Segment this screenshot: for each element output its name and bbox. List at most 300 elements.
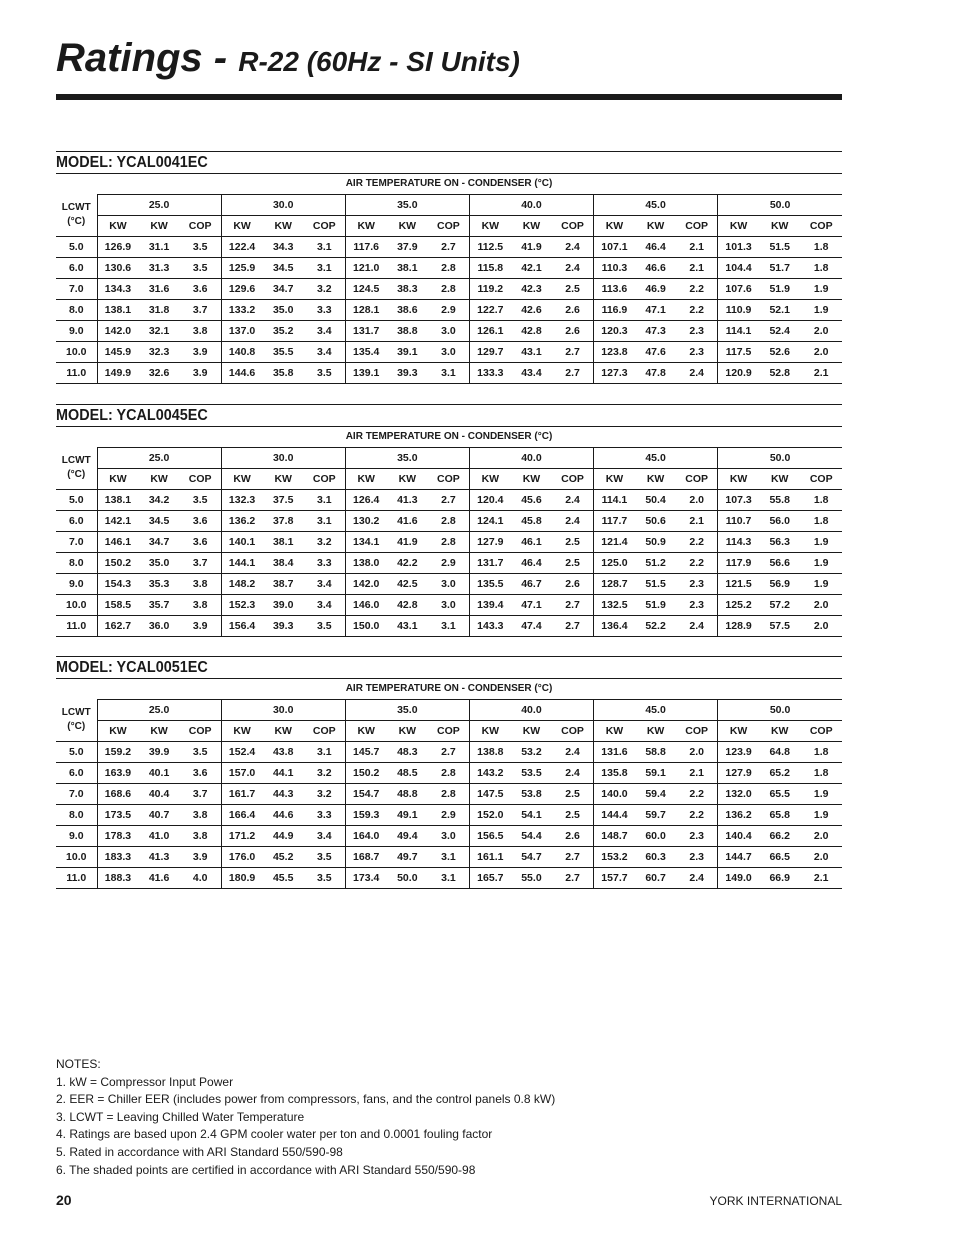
ratings-table [56, 678, 842, 889]
value-cell: 39.3 [263, 616, 304, 637]
value-cell: 65.5 [759, 784, 800, 805]
value-cell: 3.1 [304, 258, 345, 279]
value-cell: 35.5 [263, 342, 304, 363]
table-row [56, 300, 842, 321]
value-cell: 2.7 [552, 342, 593, 363]
value-cell: 48.3 [387, 742, 428, 763]
value-cell: 131.7 [345, 321, 386, 342]
unit-header: KW [759, 216, 800, 237]
value-cell: 2.8 [428, 511, 469, 532]
value-cell: 126.1 [469, 321, 510, 342]
value-cell: 125.2 [718, 595, 759, 616]
value-cell: 117.6 [345, 237, 386, 258]
table-row [56, 595, 842, 616]
value-cell: 3.4 [304, 595, 345, 616]
value-cell: 31.1 [138, 237, 179, 258]
units-row [56, 469, 842, 490]
air-temp-header-row [56, 174, 842, 195]
value-cell: 145.7 [345, 742, 386, 763]
value-cell: 47.4 [511, 616, 552, 637]
value-cell: 130.2 [345, 511, 386, 532]
unit-header: COP [304, 721, 345, 742]
value-cell: 3.5 [304, 363, 345, 384]
value-cell: 136.2 [221, 511, 262, 532]
unit-header: KW [221, 721, 262, 742]
unit-header: KW [263, 721, 304, 742]
value-cell: 131.6 [594, 742, 635, 763]
value-cell: 138.1 [97, 490, 138, 511]
value-cell: 3.4 [304, 574, 345, 595]
lcwt-cell: 10.0 [56, 342, 97, 363]
value-cell: 34.7 [263, 279, 304, 300]
value-cell: 144.6 [221, 363, 262, 384]
notes-heading: NOTES: [56, 1057, 101, 1071]
value-cell: 3.8 [180, 805, 221, 826]
value-cell: 32.6 [138, 363, 179, 384]
value-cell: 47.3 [635, 321, 676, 342]
lcwt-cell: 11.0 [56, 616, 97, 637]
value-cell: 2.5 [552, 784, 593, 805]
value-cell: 3.4 [304, 321, 345, 342]
value-cell: 126.4 [345, 490, 386, 511]
unit-header: KW [387, 216, 428, 237]
unit-header: KW [97, 216, 138, 237]
value-cell: 40.7 [138, 805, 179, 826]
value-cell: 132.3 [221, 490, 262, 511]
value-cell: 116.9 [594, 300, 635, 321]
unit-header: COP [180, 721, 221, 742]
value-cell: 45.6 [511, 490, 552, 511]
note-item: 3. LCWT = Leaving Chilled Water Temperature [56, 1109, 305, 1124]
value-cell: 41.9 [511, 237, 552, 258]
value-cell: 145.9 [97, 342, 138, 363]
value-cell: 137.0 [221, 321, 262, 342]
value-cell: 54.7 [511, 847, 552, 868]
value-cell: 183.3 [97, 847, 138, 868]
temperature-group-header: 30.0 [221, 195, 345, 216]
unit-header: KW [97, 721, 138, 742]
value-cell: 142.0 [97, 321, 138, 342]
lcwt-cell: 10.0 [56, 847, 97, 868]
value-cell: 52.6 [759, 342, 800, 363]
table-row [56, 868, 842, 889]
value-cell: 107.3 [718, 490, 759, 511]
value-cell: 3.0 [428, 342, 469, 363]
table-row [56, 742, 842, 763]
value-cell: 45.5 [263, 868, 304, 889]
unit-header: KW [594, 721, 635, 742]
value-cell: 65.2 [759, 763, 800, 784]
value-cell: 47.1 [635, 300, 676, 321]
temperature-group-header: 35.0 [345, 448, 469, 469]
value-cell: 132.0 [718, 784, 759, 805]
value-cell: 34.7 [138, 532, 179, 553]
value-cell: 3.5 [180, 258, 221, 279]
value-cell: 66.5 [759, 847, 800, 868]
value-cell: 159.3 [345, 805, 386, 826]
value-cell: 3.6 [180, 279, 221, 300]
value-cell: 180.9 [221, 868, 262, 889]
unit-header: KW [263, 469, 304, 490]
unit-header: COP [180, 216, 221, 237]
value-cell: 3.2 [304, 784, 345, 805]
value-cell: 3.1 [428, 868, 469, 889]
temperature-group-header: 30.0 [221, 448, 345, 469]
value-cell: 51.9 [635, 595, 676, 616]
value-cell: 38.3 [387, 279, 428, 300]
value-cell: 39.1 [387, 342, 428, 363]
value-cell: 129.7 [469, 342, 510, 363]
unit-header: KW [387, 469, 428, 490]
value-cell: 3.6 [180, 532, 221, 553]
value-cell: 114.3 [718, 532, 759, 553]
value-cell: 4.0 [180, 868, 221, 889]
temperature-group-header: 25.0 [97, 448, 221, 469]
value-cell: 32.1 [138, 321, 179, 342]
value-cell: 2.6 [552, 826, 593, 847]
value-cell: 37.9 [387, 237, 428, 258]
value-cell: 2.8 [428, 784, 469, 805]
value-cell: 39.0 [263, 595, 304, 616]
value-cell: 124.5 [345, 279, 386, 300]
lcwt-cell: 8.0 [56, 300, 97, 321]
value-cell: 121.4 [594, 532, 635, 553]
value-cell: 65.8 [759, 805, 800, 826]
value-cell: 128.7 [594, 574, 635, 595]
value-cell: 152.0 [469, 805, 510, 826]
value-cell: 1.9 [800, 553, 842, 574]
value-cell: 2.2 [676, 805, 717, 826]
unit-header: KW [718, 721, 759, 742]
value-cell: 46.9 [635, 279, 676, 300]
value-cell: 3.2 [304, 279, 345, 300]
unit-header: COP [428, 721, 469, 742]
unit-header: KW [594, 216, 635, 237]
value-cell: 42.3 [511, 279, 552, 300]
value-cell: 44.6 [263, 805, 304, 826]
unit-header: KW [759, 721, 800, 742]
lcwt-cell: 7.0 [56, 532, 97, 553]
temperature-group-header: 50.0 [718, 448, 842, 469]
value-cell: 110.7 [718, 511, 759, 532]
value-cell: 54.4 [511, 826, 552, 847]
value-cell: 38.4 [263, 553, 304, 574]
unit-header: COP [800, 469, 842, 490]
lcwt-cell: 6.0 [56, 511, 97, 532]
table-row [56, 553, 842, 574]
value-cell: 152.3 [221, 595, 262, 616]
value-cell: 49.7 [387, 847, 428, 868]
value-cell: 41.3 [138, 847, 179, 868]
value-cell: 2.1 [676, 237, 717, 258]
note-item: 1. kW = Compressor Input Power [56, 1074, 234, 1089]
temperature-group-header: 40.0 [469, 448, 593, 469]
value-cell: 178.3 [97, 826, 138, 847]
value-cell: 41.0 [138, 826, 179, 847]
value-cell: 115.8 [469, 258, 510, 279]
value-cell: 50.9 [635, 532, 676, 553]
value-cell: 3.9 [180, 847, 221, 868]
value-cell: 35.2 [263, 321, 304, 342]
value-cell: 135.8 [594, 763, 635, 784]
model-title: MODEL: YCAL0045EC [56, 407, 208, 424]
lcwt-cell: 5.0 [56, 742, 97, 763]
value-cell: 3.6 [180, 763, 221, 784]
unit-header: KW [221, 216, 262, 237]
value-cell: 140.4 [718, 826, 759, 847]
value-cell: 136.2 [718, 805, 759, 826]
value-cell: 2.3 [676, 847, 717, 868]
air-temp-header-row [56, 679, 842, 700]
value-cell: 125.9 [221, 258, 262, 279]
value-cell: 2.1 [676, 258, 717, 279]
lcwt-cell: 9.0 [56, 826, 97, 847]
value-cell: 139.1 [345, 363, 386, 384]
value-cell: 2.2 [676, 279, 717, 300]
value-cell: 125.0 [594, 553, 635, 574]
value-cell: 146.1 [97, 532, 138, 553]
value-cell: 34.2 [138, 490, 179, 511]
value-cell: 58.8 [635, 742, 676, 763]
value-cell: 2.7 [552, 847, 593, 868]
value-cell: 2.0 [800, 616, 842, 637]
value-cell: 47.8 [635, 363, 676, 384]
value-cell: 1.8 [800, 763, 842, 784]
value-cell: 3.8 [180, 574, 221, 595]
value-cell: 130.6 [97, 258, 138, 279]
value-cell: 107.1 [594, 237, 635, 258]
air-temp-header-row [56, 427, 842, 448]
value-cell: 2.0 [800, 342, 842, 363]
temperature-group-header: 35.0 [345, 195, 469, 216]
value-cell: 124.1 [469, 511, 510, 532]
temperature-group-header: 45.0 [594, 195, 718, 216]
unit-header: COP [676, 216, 717, 237]
value-cell: 148.7 [594, 826, 635, 847]
value-cell: 127.3 [594, 363, 635, 384]
value-cell: 140.0 [594, 784, 635, 805]
value-cell: 64.8 [759, 742, 800, 763]
value-cell: 157.0 [221, 763, 262, 784]
value-cell: 2.3 [676, 826, 717, 847]
table-row [56, 321, 842, 342]
unit-header: COP [800, 216, 842, 237]
value-cell: 104.4 [718, 258, 759, 279]
value-cell: 40.4 [138, 784, 179, 805]
value-cell: 156.4 [221, 616, 262, 637]
table-row [56, 237, 842, 258]
value-cell: 2.1 [676, 763, 717, 784]
value-cell: 47.6 [635, 342, 676, 363]
value-cell: 168.6 [97, 784, 138, 805]
value-cell: 3.7 [180, 300, 221, 321]
model-title: MODEL: YCAL0051EC [56, 659, 208, 676]
value-cell: 2.0 [800, 595, 842, 616]
value-cell: 39.9 [138, 742, 179, 763]
unit-header: KW [594, 469, 635, 490]
unit-header: COP [180, 469, 221, 490]
table-row [56, 363, 842, 384]
unit-header: KW [635, 469, 676, 490]
value-cell: 154.3 [97, 574, 138, 595]
value-cell: 3.5 [304, 616, 345, 637]
value-cell: 36.0 [138, 616, 179, 637]
value-cell: 121.5 [718, 574, 759, 595]
value-cell: 56.9 [759, 574, 800, 595]
value-cell: 53.8 [511, 784, 552, 805]
value-cell: 37.8 [263, 511, 304, 532]
unit-header: KW [345, 216, 386, 237]
unit-header: KW [718, 216, 759, 237]
value-cell: 161.1 [469, 847, 510, 868]
value-cell: 149.9 [97, 363, 138, 384]
value-cell: 44.9 [263, 826, 304, 847]
value-cell: 3.7 [180, 784, 221, 805]
value-cell: 127.9 [718, 763, 759, 784]
unit-header: COP [800, 721, 842, 742]
unit-header: KW [138, 216, 179, 237]
table-row [56, 826, 842, 847]
value-cell: 35.8 [263, 363, 304, 384]
unit-header: KW [511, 721, 552, 742]
value-cell: 49.4 [387, 826, 428, 847]
value-cell: 171.2 [221, 826, 262, 847]
value-cell: 1.8 [800, 237, 842, 258]
value-cell: 120.9 [718, 363, 759, 384]
unit-header: KW [759, 469, 800, 490]
value-cell: 188.3 [97, 868, 138, 889]
value-cell: 42.8 [387, 595, 428, 616]
value-cell: 2.6 [552, 300, 593, 321]
value-cell: 57.5 [759, 616, 800, 637]
value-cell: 3.9 [180, 616, 221, 637]
value-cell: 53.5 [511, 763, 552, 784]
value-cell: 45.2 [263, 847, 304, 868]
table-row [56, 279, 842, 300]
lcwt-cell: 5.0 [56, 490, 97, 511]
value-cell: 133.2 [221, 300, 262, 321]
value-cell: 3.2 [304, 532, 345, 553]
value-cell: 31.6 [138, 279, 179, 300]
value-cell: 2.7 [552, 595, 593, 616]
value-cell: 31.3 [138, 258, 179, 279]
value-cell: 50.6 [635, 511, 676, 532]
value-cell: 157.7 [594, 868, 635, 889]
value-cell: 120.4 [469, 490, 510, 511]
value-cell: 3.3 [304, 805, 345, 826]
value-cell: 51.9 [759, 279, 800, 300]
value-cell: 2.1 [676, 511, 717, 532]
value-cell: 2.7 [552, 868, 593, 889]
value-cell: 2.8 [428, 279, 469, 300]
value-cell: 2.8 [428, 763, 469, 784]
value-cell: 128.1 [345, 300, 386, 321]
value-cell: 148.2 [221, 574, 262, 595]
temperature-group-header: 50.0 [718, 195, 842, 216]
value-cell: 122.7 [469, 300, 510, 321]
value-cell: 1.9 [800, 279, 842, 300]
value-cell: 1.9 [800, 532, 842, 553]
value-cell: 41.3 [387, 490, 428, 511]
value-cell: 114.1 [718, 321, 759, 342]
value-cell: 53.2 [511, 742, 552, 763]
value-cell: 3.0 [428, 574, 469, 595]
value-cell: 34.3 [263, 237, 304, 258]
company-name: YORK INTERNATIONAL [709, 1194, 842, 1208]
value-cell: 2.5 [552, 532, 593, 553]
value-cell: 2.3 [676, 595, 717, 616]
value-cell: 60.0 [635, 826, 676, 847]
table-row [56, 342, 842, 363]
value-cell: 154.7 [345, 784, 386, 805]
units-row [56, 216, 842, 237]
value-cell: 139.4 [469, 595, 510, 616]
unit-header: KW [469, 216, 510, 237]
value-cell: 2.8 [428, 532, 469, 553]
value-cell: 143.3 [469, 616, 510, 637]
lcwt-header [56, 448, 97, 490]
value-cell: 3.5 [304, 868, 345, 889]
table-row [56, 532, 842, 553]
unit-header: KW [511, 469, 552, 490]
value-cell: 38.6 [387, 300, 428, 321]
value-cell: 56.6 [759, 553, 800, 574]
unit-header: KW [345, 469, 386, 490]
lcwt-unit: (°C) [67, 469, 86, 481]
temperature-group-header: 50.0 [718, 700, 842, 721]
lcwt-label: LCWT [61, 202, 91, 214]
lcwt-unit: (°C) [67, 216, 86, 228]
value-cell: 2.1 [800, 363, 842, 384]
value-cell: 34.5 [138, 511, 179, 532]
value-cell: 2.4 [552, 511, 593, 532]
model-title: MODEL: YCAL0041EC [56, 154, 208, 171]
value-cell: 123.8 [594, 342, 635, 363]
value-cell: 48.5 [387, 763, 428, 784]
value-cell: 128.9 [718, 616, 759, 637]
value-cell: 59.7 [635, 805, 676, 826]
value-cell: 44.1 [263, 763, 304, 784]
value-cell: 56.3 [759, 532, 800, 553]
value-cell: 46.4 [511, 553, 552, 574]
unit-header: KW [138, 721, 179, 742]
unit-header: KW [97, 469, 138, 490]
value-cell: 120.3 [594, 321, 635, 342]
value-cell: 46.6 [635, 258, 676, 279]
value-cell: 3.1 [428, 847, 469, 868]
lcwt-cell: 9.0 [56, 321, 97, 342]
value-cell: 2.3 [676, 342, 717, 363]
value-cell: 2.7 [552, 616, 593, 637]
table-row [56, 847, 842, 868]
value-cell: 2.4 [676, 868, 717, 889]
value-cell: 42.6 [511, 300, 552, 321]
value-cell: 51.2 [635, 553, 676, 574]
value-cell: 162.7 [97, 616, 138, 637]
unit-header: COP [676, 469, 717, 490]
value-cell: 168.7 [345, 847, 386, 868]
value-cell: 2.9 [428, 805, 469, 826]
value-cell: 2.7 [552, 363, 593, 384]
value-cell: 41.6 [387, 511, 428, 532]
lcwt-header [56, 195, 97, 237]
units-row [56, 721, 842, 742]
value-cell: 2.0 [800, 847, 842, 868]
note-item: 6. The shaded points are certified in accordance with ARI Standard 550/590-98 [56, 1162, 476, 1177]
table-row [56, 763, 842, 784]
value-cell: 46.4 [635, 237, 676, 258]
value-cell: 3.7 [180, 553, 221, 574]
